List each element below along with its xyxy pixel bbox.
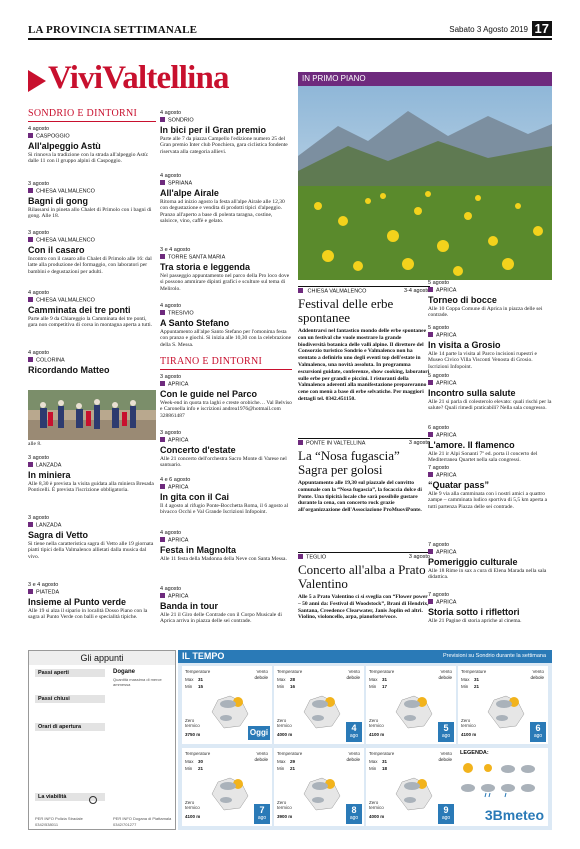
event-date: 3 agosto: [28, 181, 50, 187]
brand-title: ViviValtellina: [48, 60, 229, 96]
event-item: [160, 110, 292, 155]
event-place: APRICA: [428, 599, 552, 606]
event-title: Ricordando Matteo: [28, 364, 110, 375]
min-label: Min: [369, 766, 377, 771]
dogane-label: Dogane: [113, 669, 136, 675]
wind-value: debole: [438, 675, 452, 680]
max-label: Max: [369, 677, 378, 682]
wind-label: Vento: [440, 751, 452, 756]
event-item: [428, 373, 552, 412]
min-label: Min: [277, 684, 285, 689]
event-body: Alle 21 Pagine di storia apriche al cinema.: [428, 617, 522, 624]
event-body: Il 4 agosto al rifugio Ponte-Bocchetta Roma, il 6 agosto al bivacco Occhi e Val Grande Iscrizioni Infopoint.: [160, 502, 289, 516]
min-label: Min: [185, 766, 193, 771]
event-place: TORRE SANTA MARIA: [160, 254, 292, 261]
event-title: Concerto d'estate: [160, 444, 236, 455]
event-body: Alle 21 ir Alpi Sonanti 7º ed. porta il concerto del Mediterranea Quartet nella sala congressi.: [428, 450, 538, 464]
day-number: 8: [351, 805, 357, 815]
zero-value: 4100 m: [461, 732, 477, 737]
festival-title: Festival delle erbe spontanee: [298, 296, 394, 325]
event-title: In gita con il Cai: [160, 491, 230, 502]
zero-value: 4000 m: [369, 814, 385, 819]
event-title: L'amore. Il flamenco: [428, 439, 515, 450]
max-label: Max: [277, 677, 286, 682]
min-value: 16: [290, 684, 296, 689]
min-value: 21: [290, 766, 296, 771]
event-date: 4 agosto: [28, 126, 50, 132]
event-title: Tra storia e leggenda: [160, 261, 251, 272]
event-place: CHIESA VALMALENCO: [28, 188, 156, 195]
forecast-day: [254, 804, 270, 824]
event-body: Alle 21 concerto dell'orchestra Sacro Monte di Varese nel santuario.: [160, 455, 287, 469]
section-brand: [28, 62, 296, 102]
event-body: Week-end in quota tra laghi e creste orobiche… Val Belviso e Caronella info e iscrizioni andrea1976@hotmail.com 328861487: [160, 399, 292, 419]
event-place: CHIESA VALMALENCO: [28, 237, 156, 244]
passi-aperti-label: Passi aperti: [35, 669, 105, 677]
meteo-subtitle: Previsioni su Sondrio durante la settimana: [442, 653, 546, 659]
event-body: Alle 14 parte la visita al Parco incisioni rupestri e Museo Civico Villa Visconti Venosta di Grosio. Iscrizioni Infopoint.: [428, 350, 537, 370]
min-label: Min: [369, 684, 377, 689]
wind-value: debole: [254, 757, 268, 762]
event-date: 7 agosto: [428, 592, 450, 598]
event-item: [160, 374, 292, 419]
day-unit: ago: [349, 733, 359, 739]
wind-value: debole: [530, 675, 544, 680]
event-title: Bagni di gong: [28, 195, 88, 206]
event-body: Alle 8,30 è prevista la visita guidata alla miniera Bresada Ponticelli. È prevista l'iscrizione obbligatoria.: [28, 480, 154, 494]
event-body: Alle 9 via alla camminata con i nostri amici a quattro zampe – camminata ludico sportiva di 5,5 km aperta a tutti partenza Piazza delle sei contrade.: [428, 490, 548, 510]
event-item: [428, 542, 552, 581]
event-body: Rilassarsi in pineta allo Chalet di Primolo con i bagni di gong. Alle 18.: [28, 206, 152, 220]
max-value: 31: [474, 677, 480, 682]
event-title: Camminata dei tre ponti: [28, 304, 131, 315]
passi-chiusi-label: Passi chiusi: [35, 695, 105, 703]
legend-title: LEGENDA:: [460, 750, 489, 756]
event-body: Appuntamento all'alpe Santo Stefano per l'omonima festa con pranzo e giochi. Si inizia alle 10,30 con la celebrazione della S. Messa.: [160, 328, 292, 348]
temperature-label: Temperature: [369, 751, 395, 756]
day-unit: ago: [441, 815, 451, 821]
polizia-tel: 0342/538011: [35, 822, 59, 827]
event-place: APRICA: [428, 432, 552, 439]
meteo-box: [178, 650, 552, 830]
event-title: Con le guide nel Parco: [160, 388, 258, 399]
day-number: 5: [443, 723, 449, 733]
event-title: In miniera: [28, 469, 71, 480]
event-item: [160, 586, 292, 625]
min-value: 15: [198, 684, 204, 689]
temperature-label: Temperature: [277, 751, 303, 756]
event-item: [160, 430, 292, 469]
wind-value: debole: [254, 675, 268, 680]
zero-label: Zero termico: [185, 718, 200, 728]
event-title: Incontro sulla salute: [428, 387, 516, 398]
min-value: 21: [198, 766, 204, 771]
temperature-label: Temperature: [185, 669, 211, 674]
min-label: Min: [277, 766, 285, 771]
event-item: [428, 425, 552, 464]
event-date: 5 agosto: [428, 373, 450, 379]
section-divider: [160, 369, 292, 370]
map-icon: [392, 692, 436, 732]
event-date: 3 e 4 agosto: [160, 247, 191, 253]
event-title: La “Nosa fugascia” Sagra per golosi: [298, 448, 400, 477]
appunti-title: Gli appunti: [29, 651, 175, 665]
event-title: Insieme al Punto verde: [28, 596, 127, 607]
wind-label: Vento: [256, 751, 268, 756]
max-label: Max: [277, 759, 286, 764]
event-title: Sagra di Vetto: [28, 529, 89, 540]
dogana-tel: 0342/701277: [113, 822, 137, 827]
wind-value: debole: [346, 675, 360, 680]
event-date: 4 agosto: [160, 586, 182, 592]
wind-label: Vento: [440, 669, 452, 674]
viabilita-label: La viabilità: [35, 793, 105, 801]
event-body: Appuntamento alle 19,30 sul piazzale del convitto comunale con la “Nosa fugascia”, la focaccia dolce di Ponte. Una tipicità locale che sarà possibile gustare durante la cena, con concerto rock grazie all'organizzazione dell'Associazione ProMuoviPonte.: [298, 480, 422, 514]
min-label: Min: [185, 684, 193, 689]
event-place: APRICA: [160, 437, 292, 444]
event-title: A Santo Stefano: [160, 317, 230, 328]
min-value: 17: [382, 684, 388, 689]
event-date: 6 agosto: [428, 425, 450, 431]
zero-label: Zero termico: [369, 718, 384, 728]
event-body: Alle 21 il Giro delle Contrade con il Corpo Musicale di Aprica arriva in piazza delle sei contrade.: [160, 611, 282, 625]
event-item: [160, 247, 292, 292]
legend-icons: [460, 760, 544, 800]
legend-box: [456, 748, 548, 826]
max-label: Max: [185, 677, 194, 682]
map-icon: [392, 774, 436, 814]
appunti-box: [28, 650, 176, 830]
event-title: All'alpe Airale: [160, 187, 219, 198]
forecast-day: [438, 804, 454, 824]
event-title: Torneo di bocce: [428, 294, 497, 305]
zero-label: Zero termico: [277, 800, 292, 810]
section-divider: [28, 121, 156, 122]
forecast-card: [182, 748, 272, 826]
day-unit: ago: [257, 815, 267, 821]
event-place: CHIESA VALMALENCO: [28, 297, 156, 304]
wind-value: debole: [438, 757, 452, 762]
event-item: [428, 280, 552, 319]
max-value: 28: [290, 677, 296, 682]
event-date: 3 agosto: [28, 230, 50, 236]
event-date: 3 agosto: [160, 374, 182, 380]
day-unit: ago: [533, 733, 543, 739]
zero-label: Zero termico: [185, 800, 200, 810]
wind-value: debole: [346, 757, 360, 762]
zero-value: 4000 m: [277, 732, 293, 737]
event-body: alle 8.: [28, 440, 42, 447]
event-item: [160, 530, 292, 562]
max-value: 31: [382, 677, 388, 682]
center-item: [298, 552, 430, 621]
section-tirano: TIRANO E DINTORNI: [160, 356, 263, 367]
event-date: 3 agosto: [408, 440, 430, 446]
event-place: APRICA: [160, 593, 292, 600]
min-value: 18: [382, 766, 388, 771]
runners-photo: [28, 390, 156, 440]
event-item: [160, 173, 292, 225]
event-place: TRESIVIO: [160, 310, 292, 317]
event-place: COLORINA: [28, 357, 156, 364]
page-number: 17: [532, 21, 552, 36]
map-icon: [484, 692, 528, 732]
primo-piano-label: IN PRIMO PIANO: [298, 72, 552, 86]
event-date: 4 agosto: [160, 530, 182, 536]
event-title: Festa in Magnolta: [160, 544, 237, 555]
zero-label: Zero termico: [277, 718, 292, 728]
event-date: 4 agosto: [160, 303, 182, 309]
center-item: [298, 438, 430, 514]
wind-label: Vento: [256, 669, 268, 674]
event-title: Storia sotto i riflettori: [428, 606, 520, 617]
event-place: APRICA: [160, 484, 292, 491]
max-label: Max: [369, 759, 378, 764]
event-title: In visita a Grosio: [428, 339, 501, 350]
meteo-header: [178, 650, 552, 663]
place-name: PONTE IN VALTELLINA: [306, 440, 366, 447]
forecast-day: [346, 722, 362, 742]
map-icon: [208, 692, 252, 732]
event-body: Parte alle 7 da piazza Campello l'edizione numero 25 del Gran premio Inter club Ponchiera, gara ciclistica fondente riservata alla categoria allievi.: [160, 135, 288, 155]
event-date: 3 agosto: [28, 455, 50, 461]
zero-value: 4100 m: [185, 814, 201, 819]
place-name: CHIESA VALMALENCO: [307, 288, 367, 295]
event-place: LANZADA: [28, 462, 156, 469]
forecast-card: [366, 666, 456, 744]
event-body: Si rinnova la tradizione con la strada all'alpeggio Astù: dalle 11 con il gruppo alpini di Caspoggio.: [28, 151, 149, 165]
wind-label: Vento: [532, 669, 544, 674]
polizia-info: PER INFO Polizia Stradale: [35, 816, 83, 821]
max-label: Max: [461, 677, 470, 682]
temperature-label: Temperature: [185, 751, 211, 756]
event-date: 3 agosto: [408, 554, 430, 560]
temperature-label: Temperature: [369, 669, 395, 674]
festival-body: Addentrarsi nel fantastico mondo delle erbe spontanee con un festival che vuole mostrare la grande biodiversità botanica delle valli alpine. Il direttore del Consorzio turistico Sondrio e Valmalenco non ha stentato a definirlo uno degli eventi top dell'estate in Valmalenco, una novità assoluta. In programma escursioni guidate, conferenze, show cooking, laboratori sulle erbe per grandi e piccini. I ristoranti della Valmalenco aderenti alla manifestazione prepareranno cene con menù a base di erbe selvatiche. Per maggiori dettagli tel. 0342.451150.: [298, 328, 430, 402]
place-tag: [298, 552, 430, 560]
meteo-title: IL TEMPO: [182, 651, 225, 661]
day-number: 9: [443, 805, 449, 815]
event-body: Ritorna ad inizio agosto la festa all'alpe Airale alle 12,30 con degustazione e vendita di prodotti tipici d'alpeggio. Pranzo all'aperto a base di polenta taragna, costine, salsicce, vino, caffè e gelato.: [160, 198, 285, 225]
event-item: [28, 126, 156, 165]
event-place: APRICA: [428, 380, 552, 387]
event-body: Alle 10 Coppa Comune di Aprica in piazza delle sei contrade.: [428, 305, 543, 319]
max-value: 31: [382, 759, 388, 764]
event-date: 3 agosto: [160, 430, 182, 436]
event-item: [28, 290, 156, 329]
orari-label: Orari di apertura: [35, 723, 105, 731]
event-title: Con il casaro: [28, 244, 85, 255]
map-icon: [300, 774, 344, 814]
event-item: [28, 181, 156, 220]
event-body: Alle 19 si alza il sipario in località Dosso Piano con la sagra al Punto Verde con balli e specialità tipiche.: [28, 607, 148, 621]
event-date: 3 e 4 agosto: [28, 582, 59, 588]
arrow-icon: [28, 70, 46, 92]
event-body: Si tiene nella caratteristica sagra di Vetto alle 19 giornata piatti tipici della Valmalenco allietati dalla musica dal vivo.: [28, 540, 154, 560]
event-date: 5 agosto: [428, 280, 450, 286]
day-number: 6: [535, 723, 541, 733]
event-title: All'alpeggio Astù: [28, 140, 101, 151]
event-item: [28, 582, 156, 621]
event-date: 7 agosto: [428, 465, 450, 471]
max-label: Max: [185, 759, 194, 764]
event-title: Concerto all'alba a Prato Valentino: [298, 562, 426, 591]
dogana-info: PER INFO Dogana di Piattamala: [113, 816, 172, 821]
event-place: APRICA: [160, 381, 292, 388]
page-header: [28, 22, 552, 40]
newspaper-title: LA PROVINCIA SETTIMANALE: [28, 24, 198, 36]
car-icon: [89, 796, 97, 804]
event-item: [28, 230, 156, 275]
event-place: SONDRIO: [160, 117, 292, 124]
event-body: Nel passeggio appuntamento nel parco della Pro loco dove si possono ammirare dipinti grafici e sculture sul tema di Melirolo.: [160, 272, 290, 292]
forecast-day: [438, 722, 454, 742]
place-name: TEGLIO: [306, 554, 327, 561]
event-place: APRICA: [428, 472, 552, 479]
event-place: APRICA: [428, 549, 552, 556]
temperature-label: Temperature: [461, 669, 487, 674]
map-icon: [300, 692, 344, 732]
place-tag: [298, 438, 430, 446]
day-number: 7: [259, 805, 265, 815]
event-title: In bici per il Gran premio: [160, 124, 267, 135]
event-place: PIATEDA: [28, 589, 156, 596]
event-body: Alle 11 festa della Madonna della Neve con Santa Messa.: [160, 555, 287, 562]
section-sondrio: SONDRIO E DINTORNI: [28, 108, 138, 119]
event-item: [428, 592, 552, 624]
zero-value: 3900 m: [277, 814, 293, 819]
event-date: 3 agosto: [28, 515, 50, 521]
event-place: LANZADA: [28, 522, 156, 529]
forecast-day: [346, 804, 362, 824]
wind-label: Vento: [348, 669, 360, 674]
zero-value: 4100 m: [369, 732, 385, 737]
event-date: 4 agosto: [28, 290, 50, 296]
event-date: 3-4 agosto: [404, 288, 430, 294]
event-date: 4 agosto: [160, 110, 182, 116]
event-title: “Quatar pass”: [428, 479, 490, 490]
zero-label: Zero termico: [369, 800, 384, 810]
issue-date: Sabato 3 Agosto 2019: [449, 25, 528, 34]
event-date: 5 agosto: [428, 325, 450, 331]
forecast-card: [274, 748, 364, 826]
min-value: 21: [474, 684, 480, 689]
forecast-card: [182, 666, 272, 744]
meteo-brand: 3Bmeteo: [484, 807, 544, 823]
event-place: APRICA: [160, 537, 292, 544]
event-date: 4 agosto: [160, 173, 182, 179]
event-item: [28, 455, 156, 494]
event-body: Parte alle 9 da Chiareggio la Camminata dei tre ponti, gara non competitiva di corsa in montagna aperta a tutti.: [28, 315, 153, 329]
event-place: CASPOGGIO: [28, 133, 156, 140]
forecast-card: [366, 748, 456, 826]
map-icon: [208, 774, 252, 814]
min-label: Min: [461, 684, 469, 689]
day-unit: ago: [349, 815, 359, 821]
event-date: 4 agosto: [28, 350, 50, 356]
zero-label: Zero termico: [461, 718, 476, 728]
zero-value: 3750 m: [185, 732, 201, 737]
day-unit: ago: [441, 733, 451, 739]
event-body: Alle 18 Rime in sax a cura di Elena Marada nella sala didattica.: [428, 567, 547, 581]
event-item: [160, 477, 292, 516]
event-body: Alle 5 a Prato Valentino ci si sveglia con “Flower power – 50 anni da: Festival di Woodstock”, Brani di Hendrix, Santana, Creedence Clearwater, Janis Joplin ed altri. Violino, violoncello, arpa, pianoforte/voce.: [298, 594, 429, 621]
event-date: 7 agosto: [428, 542, 450, 548]
event-body: Incontro con il casaro allo Chalet di Primolo alle 16: dal latte alla produzione del formaggio, con laboratori per bambini e degustazioni per adulti.: [28, 255, 152, 275]
temperature-label: Temperature: [277, 669, 303, 674]
max-value: 31: [198, 677, 204, 682]
forecast-day: [530, 722, 546, 742]
dogane-sub: Quantità massima di merce ammessa: [113, 677, 162, 687]
event-place: SPRIANA: [160, 180, 292, 187]
max-value: 30: [198, 759, 204, 764]
wind-label: Vento: [348, 751, 360, 756]
day-number: 4: [351, 723, 357, 733]
max-value: 29: [290, 759, 296, 764]
dandelion-meadow-photo: [298, 86, 552, 280]
event-item: [28, 515, 156, 560]
forecast-card: [274, 666, 364, 744]
event-place: APRICA: [428, 287, 552, 294]
event-date: 4 e 6 agosto: [160, 477, 191, 483]
event-place: APRICA: [428, 332, 552, 339]
event-item: [160, 303, 292, 348]
event-item: [428, 325, 552, 370]
event-body: Alle 21 si parla di colesterolo elevato: quali rischi per la salute? Quali rimedi praticabili? Nella sala congresso.: [428, 398, 552, 412]
event-item: [428, 465, 552, 510]
forecast-card: [458, 666, 548, 744]
event-title: Banda in tour: [160, 600, 218, 611]
event-title: Pomeriggio culturale: [428, 556, 518, 567]
place-tag: [298, 286, 430, 294]
forecast-day: Oggi: [248, 726, 270, 740]
